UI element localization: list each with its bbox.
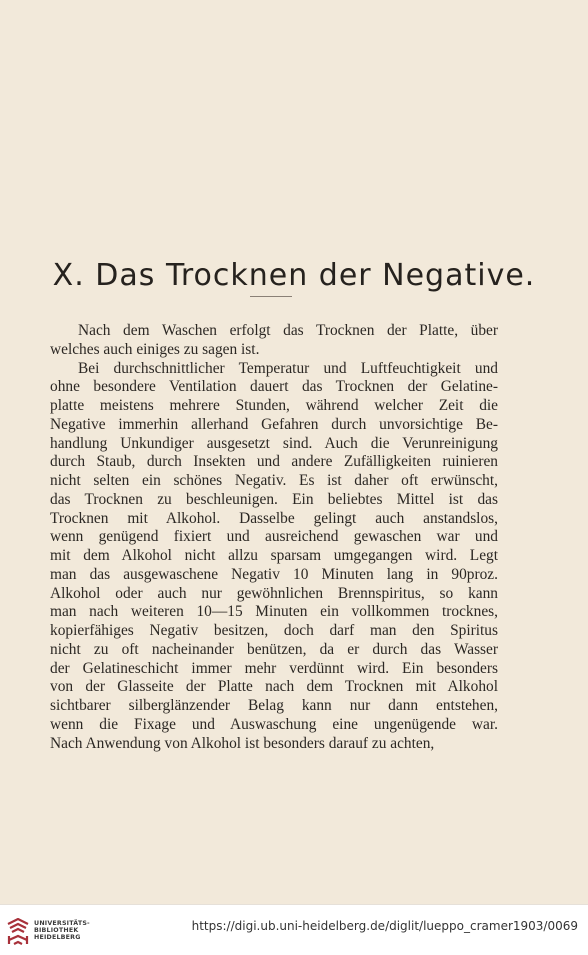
text-line: sichtbarer silberglänzender Belag kann nur dann entstehen,: [50, 697, 498, 714]
text-line: durch Staub, durch Insekten und andere Zufälligkeiten ruinieren: [50, 453, 498, 471]
text-line: Trocknen mit Alkohol. Dasselbe gelingt auch anstandslos,: [50, 509, 498, 527]
institution-line: UNIVERSITÄTS-: [34, 920, 90, 927]
text-line: handlung Unkundiger ausgesetzt sind. Auch die Verunreinigung: [50, 434, 498, 452]
chapter-title: X. Das Trocknen der Negative.: [52, 258, 536, 294]
text-line: man nach weiteren 10—15 Minuten ein vollkommen trocknes,: [50, 603, 498, 621]
text-line: wenn die Fixage und Auswaschung eine ungenügende war.: [50, 715, 498, 733]
text-line: Nach dem Waschen erfolgt das Trocknen der Platte, über: [78, 322, 498, 339]
institution-name: [34, 920, 90, 942]
institution-line: BIBLIOTHEK: [34, 927, 79, 935]
institution-line: HEIDELBERG: [34, 934, 81, 942]
body-text: [50, 322, 498, 753]
text-line: man das ausgewaschene Negativ 10 Minuten lang in 90proz.: [50, 565, 498, 583]
text-line: der Gelatineschicht immer mehr verdünnt wird. Ein besonders: [50, 659, 498, 677]
text-line: ohne besondere Ventilation dauert das Trocknen der Gelatine-: [50, 378, 498, 396]
text-line: Nach Anwendung von Alkohol ist besonders darauf zu achten,: [50, 734, 435, 752]
text-line: platte meistens mehrere Stunden, während welcher Zeit die: [50, 397, 498, 414]
library-logo-icon: [6, 918, 30, 946]
text-line: nicht zu oft nacheinander benützen, da er durch das Wasser: [50, 640, 498, 658]
text-line: Alkohol oder auch nur gewöhnlichen Brennspiritus, so kann: [50, 584, 498, 602]
text-line: Bei durchschnittlicher Temperatur und Luftfeuchtigkeit und: [78, 359, 498, 377]
text-line: das Trocknen zu beschleunigen. Ein beliebtes Mittel ist das: [50, 490, 498, 508]
text-line: kopierfähiges Negativ besitzen, doch darf man den Spiritus: [50, 622, 498, 639]
text-line: von der Glasseite der Platte nach dem Trocknen mit Alkohol: [50, 678, 498, 696]
text-line: mit dem Alkohol nicht allzu sparsam umgegangen wird. Legt: [50, 547, 498, 564]
text-line: Negative immerhin allerhand Gefahren durch unvorsichtige Be-: [50, 415, 498, 433]
footer-bar: [0, 904, 588, 955]
source-url-link[interactable]: https://digi.ub.uni-heidelberg.de/diglit/lueppo_cramer1903/0069: [191, 919, 578, 933]
title-divider: [250, 296, 292, 297]
text-line: wenn genügend fixiert und ausreichend gewaschen war und: [50, 528, 498, 546]
text-line: welches auch einiges zu sagen ist.: [50, 340, 260, 358]
text-line: nicht selten ein schönes Negativ. Es ist daher oft erwünscht,: [50, 472, 498, 489]
